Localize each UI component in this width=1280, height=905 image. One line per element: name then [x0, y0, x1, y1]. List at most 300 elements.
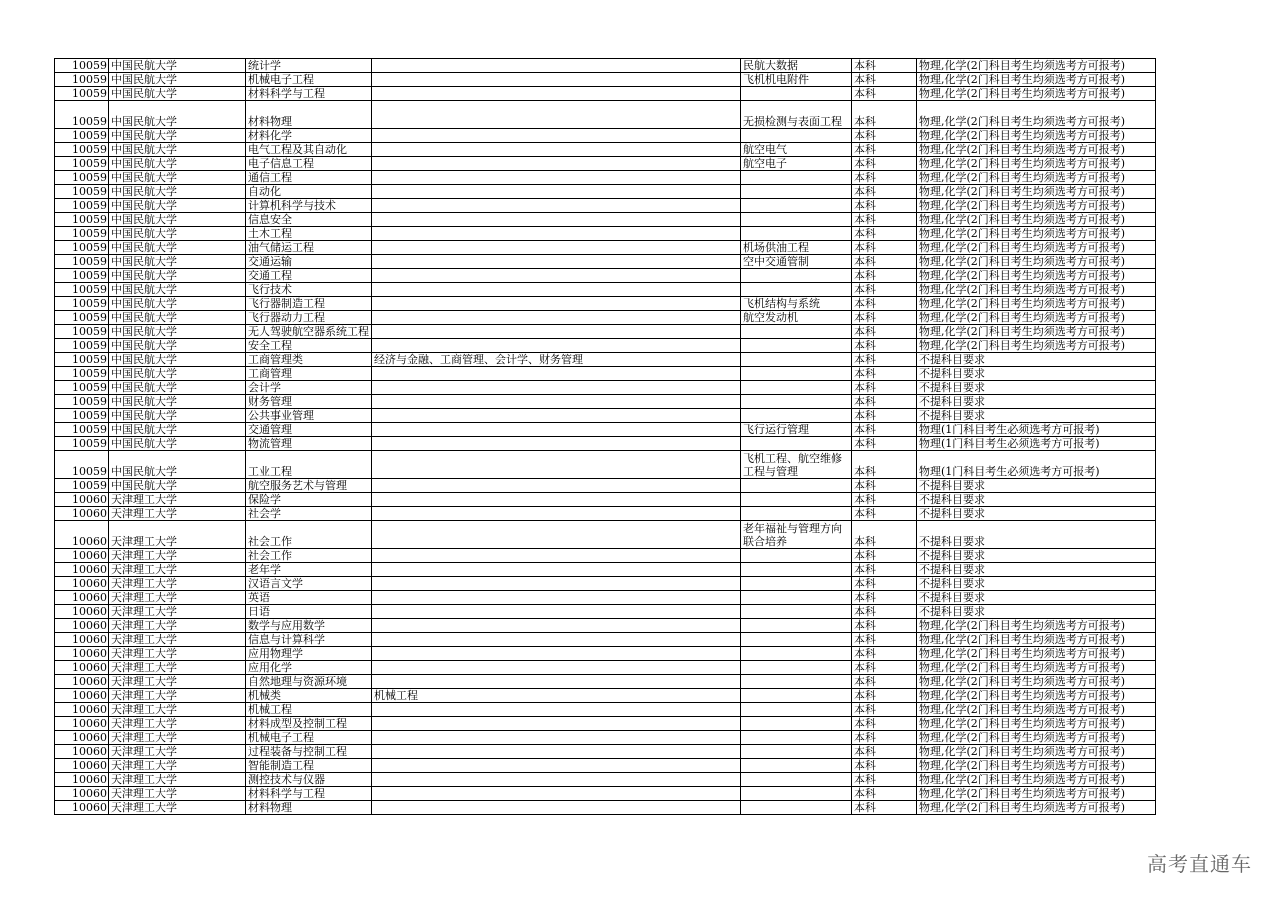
school-code-cell: 10060: [55, 745, 109, 759]
included-majors-cell: 机械工程: [372, 689, 741, 703]
school-code-cell: 10060: [55, 563, 109, 577]
table-row: [55, 619, 1156, 633]
major-note-cell: [741, 395, 852, 409]
subject-requirement-cell: 物理,化学(2门科目考生均须选考方可报考): [917, 185, 1156, 199]
level-cell: 本科: [852, 619, 917, 633]
school-code-cell: 10059: [55, 269, 109, 283]
subject-requirement-cell: 不提科目要求: [917, 563, 1156, 577]
school-name-cell: 中国民航大学: [109, 423, 246, 437]
table-row: [55, 269, 1156, 283]
major-name-cell: 交通管理: [246, 423, 372, 437]
school-name-cell: 天津理工大学: [109, 647, 246, 661]
major-name-cell: 飞行器制造工程: [246, 297, 372, 311]
subject-requirement-cell: 物理,化学(2门科目考生均须选考方可报考): [917, 129, 1156, 143]
major-name-cell: 计算机科学与技术: [246, 199, 372, 213]
subject-requirement-cell: 物理,化学(2门科目考生均须选考方可报考): [917, 661, 1156, 675]
school-code-cell: 10059: [55, 367, 109, 381]
level-cell: 本科: [852, 59, 917, 73]
level-cell: 本科: [852, 479, 917, 493]
major-note-cell: [741, 269, 852, 283]
major-note-cell: [741, 619, 852, 633]
major-name-cell: 材料物理: [246, 801, 372, 815]
included-majors-cell: [372, 563, 741, 577]
included-majors-cell: [372, 647, 741, 661]
major-name-cell: 物流管理: [246, 437, 372, 451]
major-note-cell: 机场供油工程: [741, 241, 852, 255]
school-code-cell: 10059: [55, 213, 109, 227]
school-code-cell: 10059: [55, 479, 109, 493]
major-name-cell: 工业工程: [246, 451, 372, 479]
table-row: [55, 339, 1156, 353]
subject-requirement-cell: 物理,化学(2门科目考生均须选考方可报考): [917, 87, 1156, 101]
school-code-cell: 10059: [55, 143, 109, 157]
subject-requirement-cell: 物理,化学(2门科目考生均须选考方可报考): [917, 325, 1156, 339]
major-name-cell: 社会工作: [246, 549, 372, 563]
level-cell: 本科: [852, 689, 917, 703]
major-note-cell: [741, 591, 852, 605]
level-cell: 本科: [852, 339, 917, 353]
major-name-cell: 材料物理: [246, 101, 372, 129]
included-majors-cell: [372, 703, 741, 717]
major-note-cell: [741, 647, 852, 661]
subject-requirement-cell: 不提科目要求: [917, 479, 1156, 493]
major-note-cell: 民航大数据: [741, 59, 852, 73]
subject-requirement-cell: 物理,化学(2门科目考生均须选考方可报考): [917, 717, 1156, 731]
table-row: [55, 325, 1156, 339]
table-row: [55, 675, 1156, 689]
included-majors-cell: [372, 717, 741, 731]
included-majors-cell: [372, 143, 741, 157]
major-note-cell: [741, 353, 852, 367]
school-name-cell: 中国民航大学: [109, 451, 246, 479]
school-code-cell: 10060: [55, 759, 109, 773]
school-name-cell: 天津理工大学: [109, 703, 246, 717]
subject-requirement-cell: 物理,化学(2门科目考生均须选考方可报考): [917, 731, 1156, 745]
level-cell: 本科: [852, 745, 917, 759]
table-row: [55, 451, 1156, 479]
major-name-cell: 统计学: [246, 59, 372, 73]
table-row: [55, 101, 1156, 129]
major-note-cell: [741, 633, 852, 647]
major-name-cell: 交通运输: [246, 255, 372, 269]
major-note-cell: [741, 563, 852, 577]
school-name-cell: 天津理工大学: [109, 563, 246, 577]
included-majors-cell: [372, 185, 741, 199]
school-name-cell: 天津理工大学: [109, 591, 246, 605]
major-note-cell: [741, 731, 852, 745]
school-name-cell: 中国民航大学: [109, 241, 246, 255]
subject-requirement-cell: 不提科目要求: [917, 591, 1156, 605]
major-note-cell: [741, 185, 852, 199]
major-name-cell: 自然地理与资源环境: [246, 675, 372, 689]
major-name-cell: 机械电子工程: [246, 731, 372, 745]
major-name-cell: 过程装备与控制工程: [246, 745, 372, 759]
table-row: [55, 787, 1156, 801]
school-code-cell: 10059: [55, 451, 109, 479]
included-majors-cell: [372, 311, 741, 325]
included-majors-cell: 经济与金融、工商管理、会计学、财务管理: [372, 353, 741, 367]
included-majors-cell: [372, 157, 741, 171]
table-row: [55, 437, 1156, 451]
school-name-cell: 天津理工大学: [109, 675, 246, 689]
level-cell: 本科: [852, 675, 917, 689]
table-row: [55, 157, 1156, 171]
major-note-cell: 飞机工程、航空维修工程与管理: [741, 451, 852, 479]
included-majors-cell: [372, 255, 741, 269]
level-cell: 本科: [852, 563, 917, 577]
subject-requirement-cell: 物理,化学(2门科目考生均须选考方可报考): [917, 703, 1156, 717]
major-name-cell: 测控技术与仪器: [246, 773, 372, 787]
school-code-cell: 10060: [55, 549, 109, 563]
level-cell: 本科: [852, 87, 917, 101]
table-row: [55, 129, 1156, 143]
major-name-cell: 保险学: [246, 493, 372, 507]
school-name-cell: 中国民航大学: [109, 213, 246, 227]
major-name-cell: 航空服务艺术与管理: [246, 479, 372, 493]
table-row: [55, 479, 1156, 493]
school-code-cell: 10059: [55, 381, 109, 395]
subject-requirement-cell: 物理,化学(2门科目考生均须选考方可报考): [917, 633, 1156, 647]
subject-requirement-cell: 物理,化学(2门科目考生均须选考方可报考): [917, 745, 1156, 759]
school-name-cell: 中国民航大学: [109, 129, 246, 143]
level-cell: 本科: [852, 647, 917, 661]
subject-requirement-cell: 不提科目要求: [917, 409, 1156, 423]
major-note-cell: [741, 339, 852, 353]
level-cell: 本科: [852, 101, 917, 129]
included-majors-cell: [372, 521, 741, 549]
subject-requirement-cell: 物理,化学(2门科目考生均须选考方可报考): [917, 171, 1156, 185]
subject-requirement-cell: 物理,化学(2门科目考生均须选考方可报考): [917, 227, 1156, 241]
included-majors-cell: [372, 577, 741, 591]
major-note-cell: [741, 227, 852, 241]
school-name-cell: 中国民航大学: [109, 255, 246, 269]
major-note-cell: 飞行运行管理: [741, 423, 852, 437]
included-majors-cell: [372, 171, 741, 185]
major-name-cell: 机械类: [246, 689, 372, 703]
subject-requirement-cell: 物理,化学(2门科目考生均须选考方可报考): [917, 339, 1156, 353]
school-name-cell: 中国民航大学: [109, 395, 246, 409]
subject-requirement-cell: 物理,化学(2门科目考生均须选考方可报考): [917, 101, 1156, 129]
major-note-cell: 航空发动机: [741, 311, 852, 325]
level-cell: 本科: [852, 227, 917, 241]
subject-requirement-cell: 物理,化学(2门科目考生均须选考方可报考): [917, 801, 1156, 815]
subject-requirement-cell: 物理,化学(2门科目考生均须选考方可报考): [917, 199, 1156, 213]
school-name-cell: 中国民航大学: [109, 297, 246, 311]
school-name-cell: 中国民航大学: [109, 101, 246, 129]
table-row: [55, 773, 1156, 787]
school-code-cell: 10060: [55, 689, 109, 703]
table-row: [55, 283, 1156, 297]
school-name-cell: 中国民航大学: [109, 325, 246, 339]
major-note-cell: 航空电子: [741, 157, 852, 171]
school-code-cell: 10060: [55, 661, 109, 675]
major-name-cell: 汉语言文学: [246, 577, 372, 591]
table-row: [55, 703, 1156, 717]
major-name-cell: 英语: [246, 591, 372, 605]
school-code-cell: 10059: [55, 171, 109, 185]
school-code-cell: 10060: [55, 773, 109, 787]
subject-requirement-cell: 物理,化学(2门科目考生均须选考方可报考): [917, 241, 1156, 255]
major-name-cell: 机械工程: [246, 703, 372, 717]
school-code-cell: 10060: [55, 717, 109, 731]
level-cell: 本科: [852, 773, 917, 787]
level-cell: 本科: [852, 507, 917, 521]
school-code-cell: 10060: [55, 633, 109, 647]
school-code-cell: 10059: [55, 423, 109, 437]
school-name-cell: 天津理工大学: [109, 731, 246, 745]
school-code-cell: 10060: [55, 507, 109, 521]
included-majors-cell: [372, 759, 741, 773]
school-code-cell: 10060: [55, 605, 109, 619]
major-note-cell: [741, 171, 852, 185]
subject-requirement-cell: 物理,化学(2门科目考生均须选考方可报考): [917, 619, 1156, 633]
school-code-cell: 10060: [55, 591, 109, 605]
level-cell: 本科: [852, 311, 917, 325]
major-name-cell: 材料科学与工程: [246, 87, 372, 101]
major-name-cell: 自动化: [246, 185, 372, 199]
major-name-cell: 飞行器动力工程: [246, 311, 372, 325]
level-cell: 本科: [852, 703, 917, 717]
included-majors-cell: [372, 493, 741, 507]
major-name-cell: 材料科学与工程: [246, 787, 372, 801]
major-name-cell: 材料成型及控制工程: [246, 717, 372, 731]
school-code-cell: 10059: [55, 157, 109, 171]
subject-requirement-cell: 物理(1门科目考生必须选考方可报考): [917, 451, 1156, 479]
major-name-cell: 应用化学: [246, 661, 372, 675]
major-note-cell: [741, 661, 852, 675]
included-majors-cell: [372, 661, 741, 675]
table-row: [55, 185, 1156, 199]
table-row: [55, 143, 1156, 157]
level-cell: 本科: [852, 437, 917, 451]
subject-requirement-cell: 物理,化学(2门科目考生均须选考方可报考): [917, 297, 1156, 311]
table-row: [55, 493, 1156, 507]
school-code-cell: 10059: [55, 199, 109, 213]
subject-requirement-cell: 不提科目要求: [917, 549, 1156, 563]
major-name-cell: 土木工程: [246, 227, 372, 241]
major-name-cell: 电气工程及其自动化: [246, 143, 372, 157]
level-cell: 本科: [852, 269, 917, 283]
school-name-cell: 天津理工大学: [109, 787, 246, 801]
subject-requirement-cell: 不提科目要求: [917, 521, 1156, 549]
school-name-cell: 中国民航大学: [109, 199, 246, 213]
school-code-cell: 10059: [55, 283, 109, 297]
level-cell: 本科: [852, 199, 917, 213]
school-name-cell: 天津理工大学: [109, 493, 246, 507]
major-name-cell: 机械电子工程: [246, 73, 372, 87]
major-note-cell: [741, 773, 852, 787]
school-name-cell: 中国民航大学: [109, 143, 246, 157]
included-majors-cell: [372, 479, 741, 493]
level-cell: 本科: [852, 591, 917, 605]
included-majors-cell: [372, 549, 741, 563]
table-row: [55, 241, 1156, 255]
level-cell: 本科: [852, 395, 917, 409]
included-majors-cell: [372, 325, 741, 339]
table-row: [55, 633, 1156, 647]
major-name-cell: 电子信息工程: [246, 157, 372, 171]
major-name-cell: 应用物理学: [246, 647, 372, 661]
table-row: [55, 801, 1156, 815]
table-row: [55, 759, 1156, 773]
school-name-cell: 中国民航大学: [109, 269, 246, 283]
major-note-cell: [741, 325, 852, 339]
level-cell: 本科: [852, 577, 917, 591]
admission-table: [54, 58, 1156, 815]
school-name-cell: 天津理工大学: [109, 633, 246, 647]
table-row: [55, 605, 1156, 619]
school-code-cell: 10060: [55, 577, 109, 591]
included-majors-cell: [372, 297, 741, 311]
included-majors-cell: [372, 801, 741, 815]
level-cell: 本科: [852, 213, 917, 227]
table-row: [55, 213, 1156, 227]
level-cell: 本科: [852, 367, 917, 381]
included-majors-cell: [372, 745, 741, 759]
subject-requirement-cell: 不提科目要求: [917, 605, 1156, 619]
table-row: [55, 731, 1156, 745]
school-code-cell: 10059: [55, 227, 109, 241]
included-majors-cell: [372, 213, 741, 227]
included-majors-cell: [372, 59, 741, 73]
school-code-cell: 10059: [55, 59, 109, 73]
included-majors-cell: [372, 731, 741, 745]
major-note-cell: [741, 787, 852, 801]
school-name-cell: 中国民航大学: [109, 381, 246, 395]
major-name-cell: 智能制造工程: [246, 759, 372, 773]
subject-requirement-cell: 不提科目要求: [917, 353, 1156, 367]
major-name-cell: 社会工作: [246, 521, 372, 549]
included-majors-cell: [372, 381, 741, 395]
level-cell: 本科: [852, 325, 917, 339]
level-cell: 本科: [852, 297, 917, 311]
school-code-cell: 10060: [55, 521, 109, 549]
school-code-cell: 10059: [55, 311, 109, 325]
level-cell: 本科: [852, 241, 917, 255]
major-name-cell: 无人驾驶航空器系统工程: [246, 325, 372, 339]
school-code-cell: 10060: [55, 675, 109, 689]
level-cell: 本科: [852, 353, 917, 367]
level-cell: 本科: [852, 451, 917, 479]
school-code-cell: 10059: [55, 87, 109, 101]
school-name-cell: 中国民航大学: [109, 311, 246, 325]
table-row: [55, 717, 1156, 731]
school-name-cell: 中国民航大学: [109, 171, 246, 185]
level-cell: 本科: [852, 633, 917, 647]
major-name-cell: 信息安全: [246, 213, 372, 227]
school-name-cell: 中国民航大学: [109, 185, 246, 199]
level-cell: 本科: [852, 185, 917, 199]
level-cell: 本科: [852, 381, 917, 395]
major-note-cell: 航空电气: [741, 143, 852, 157]
school-name-cell: 天津理工大学: [109, 745, 246, 759]
table-row: [55, 255, 1156, 269]
school-code-cell: 10060: [55, 801, 109, 815]
school-name-cell: 中国民航大学: [109, 437, 246, 451]
subject-requirement-cell: 不提科目要求: [917, 395, 1156, 409]
school-name-cell: 中国民航大学: [109, 227, 246, 241]
school-name-cell: 天津理工大学: [109, 717, 246, 731]
school-name-cell: 天津理工大学: [109, 549, 246, 563]
table-row: [55, 647, 1156, 661]
school-code-cell: 10059: [55, 339, 109, 353]
school-code-cell: 10059: [55, 437, 109, 451]
table-row: [55, 549, 1156, 563]
included-majors-cell: [372, 619, 741, 633]
watermark-text: 高考直通车: [1147, 852, 1252, 876]
subject-requirement-cell: 物理,化学(2门科目考生均须选考方可报考): [917, 73, 1156, 87]
major-note-cell: 无损检测与表面工程: [741, 101, 852, 129]
table-row: [55, 59, 1156, 73]
table-row: [55, 661, 1156, 675]
subject-requirement-cell: 物理,化学(2门科目考生均须选考方可报考): [917, 269, 1156, 283]
major-note-cell: [741, 689, 852, 703]
table-row: [55, 297, 1156, 311]
subject-requirement-cell: 物理,化学(2门科目考生均须选考方可报考): [917, 759, 1156, 773]
subject-requirement-cell: 物理(1门科目考生必须选考方可报考): [917, 423, 1156, 437]
major-note-cell: [741, 493, 852, 507]
school-code-cell: 10059: [55, 395, 109, 409]
subject-requirement-cell: 物理,化学(2门科目考生均须选考方可报考): [917, 675, 1156, 689]
table-row: [55, 521, 1156, 549]
included-majors-cell: [372, 451, 741, 479]
school-code-cell: 10060: [55, 703, 109, 717]
included-majors-cell: [372, 241, 741, 255]
school-code-cell: 10060: [55, 731, 109, 745]
level-cell: 本科: [852, 157, 917, 171]
major-note-cell: [741, 199, 852, 213]
school-code-cell: 10059: [55, 353, 109, 367]
school-name-cell: 中国民航大学: [109, 353, 246, 367]
table-row: [55, 745, 1156, 759]
included-majors-cell: [372, 199, 741, 213]
major-name-cell: 数学与应用数学: [246, 619, 372, 633]
major-note-cell: 飞机结构与系统: [741, 297, 852, 311]
school-name-cell: 天津理工大学: [109, 507, 246, 521]
level-cell: 本科: [852, 409, 917, 423]
major-note-cell: [741, 605, 852, 619]
level-cell: 本科: [852, 759, 917, 773]
table-row: [55, 367, 1156, 381]
major-note-cell: [741, 479, 852, 493]
major-note-cell: [741, 703, 852, 717]
major-name-cell: 油气储运工程: [246, 241, 372, 255]
level-cell: 本科: [852, 283, 917, 297]
school-name-cell: 天津理工大学: [109, 759, 246, 773]
major-note-cell: [741, 129, 852, 143]
subject-requirement-cell: 物理,化学(2门科目考生均须选考方可报考): [917, 647, 1156, 661]
subject-requirement-cell: 物理,化学(2门科目考生均须选考方可报考): [917, 773, 1156, 787]
major-note-cell: [741, 675, 852, 689]
major-name-cell: 材料化学: [246, 129, 372, 143]
major-note-cell: [741, 507, 852, 521]
table-row: [55, 353, 1156, 367]
table-row: [55, 423, 1156, 437]
school-name-cell: 中国民航大学: [109, 157, 246, 171]
major-name-cell: 社会学: [246, 507, 372, 521]
subject-requirement-cell: 不提科目要求: [917, 367, 1156, 381]
table-row: [55, 199, 1156, 213]
table-row: [55, 577, 1156, 591]
table-row: [55, 87, 1156, 101]
subject-requirement-cell: 物理,化学(2门科目考生均须选考方可报考): [917, 157, 1156, 171]
major-name-cell: 公共事业管理: [246, 409, 372, 423]
school-name-cell: 中国民航大学: [109, 73, 246, 87]
school-code-cell: 10060: [55, 647, 109, 661]
included-majors-cell: [372, 787, 741, 801]
level-cell: 本科: [852, 731, 917, 745]
major-name-cell: 安全工程: [246, 339, 372, 353]
